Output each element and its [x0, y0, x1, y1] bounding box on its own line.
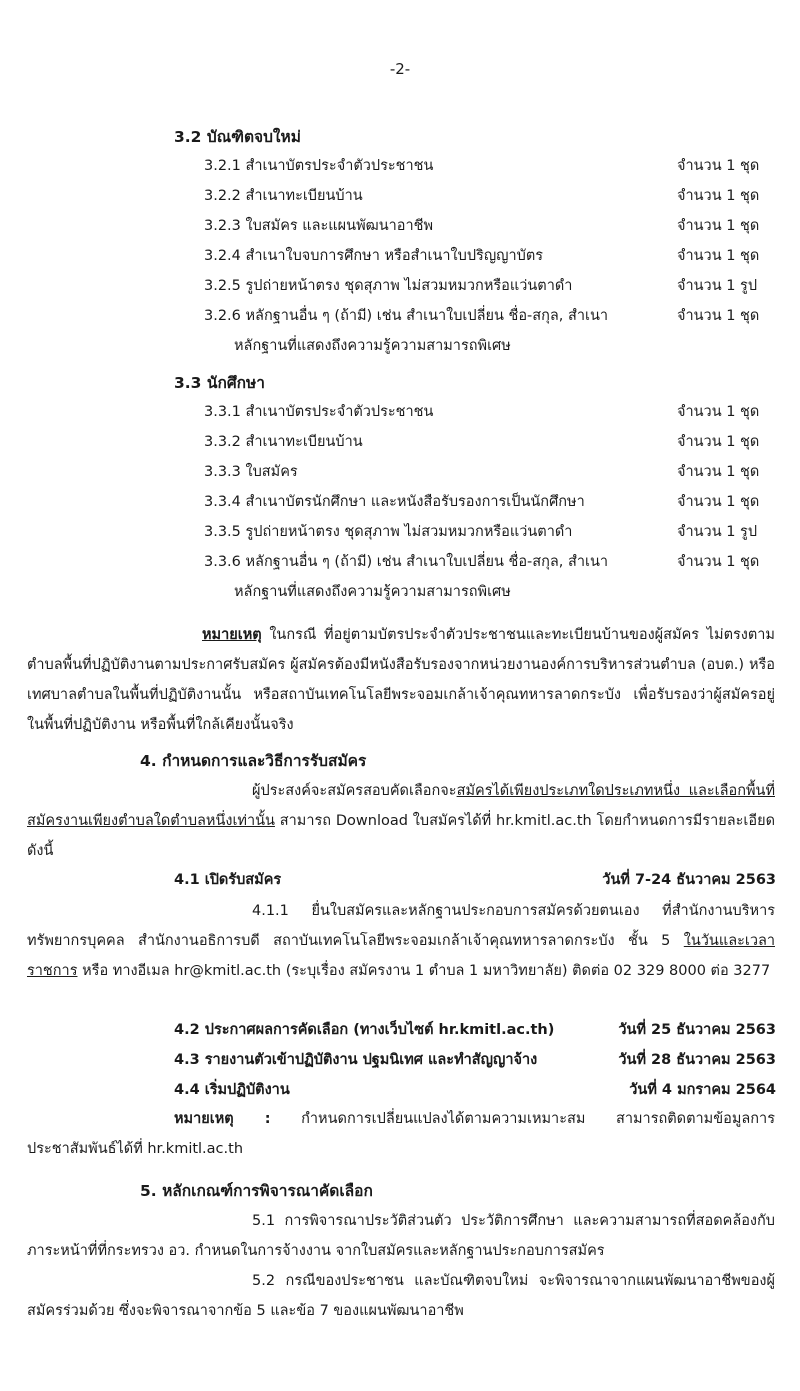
schedule-note: [27, 1104, 775, 1164]
note-paragraph: [27, 620, 775, 740]
schedule-4-2-label: 4.2 ประกาศผลการคัดเลือก (ทางเว็บไซต์ hr.kmitl.ac.th): [174, 1022, 555, 1038]
list-item-label: 3.3.5 รูปถ่ายหน้าตรง ชุดสุภาพ ไม่สวมหมวกหรือแว่นตาดำ: [204, 524, 573, 540]
list-item-label: 3.2.3 ใบสมัคร และแผนพัฒนาอาชีพ: [204, 218, 434, 234]
list-item-qty: จำนวน 1 ชุด: [677, 554, 760, 570]
note-label: หมายเหตุ: [202, 627, 262, 643]
schedule-note-label: หมายเหตุ :: [174, 1111, 271, 1127]
s4-1-1-rest: หรือ ทางอีเมล hr@kmitl.ac.th (ระบุเรื่อง สมัครงาน 1 ตำบล 1 มหาวิทยาลัย) ติดต่อ 02 329 8000 ต่อ 3277: [77, 963, 771, 979]
list-item-qty: จำนวน 1 ชุด: [677, 308, 760, 324]
page-number: -2-: [389, 60, 411, 78]
list-item-qty: จำนวน 1 ชุด: [677, 248, 760, 264]
schedule-4-1-label: 4.1 เปิดรับสมัคร: [174, 872, 282, 888]
schedule-4-1-date: วันที่ 7-24 ธันวาคม 2563: [602, 872, 776, 888]
section-4-heading: 4. กำหนดการและวิธีการรับสมัคร: [140, 752, 367, 770]
section-3-3-heading: 3.3 นักศึกษา: [174, 374, 265, 392]
list-item-qty: จำนวน 1 ชุด: [677, 494, 760, 510]
list-item-qty: จำนวน 1 รูป: [677, 524, 758, 540]
list-item-qty: จำนวน 1 ชุด: [677, 434, 760, 450]
schedule-4-4-date: วันที่ 4 มกราคม 2564: [629, 1082, 776, 1098]
list-item-label: 3.2.6 หลักฐานอื่น ๆ (ถ้ามี) เช่น สำเนาใบเปลี่ยน ชื่อ-สกุล, สำเนา: [204, 308, 608, 324]
schedule-4-1-1-paragraph: [27, 896, 775, 986]
list-item-qty: จำนวน 1 รูป: [677, 278, 758, 294]
list-item-qty: จำนวน 1 ชุด: [677, 158, 760, 174]
section-5-heading: 5. หลักเกณฑ์การพิจารณาคัดเลือก: [140, 1182, 373, 1200]
list-item-qty: จำนวน 1 ชุด: [677, 464, 760, 480]
schedule-4-2-date: วันที่ 25 ธันวาคม 2563: [618, 1022, 776, 1038]
list-item-label: 3.3.6 หลักฐานอื่น ๆ (ถ้ามี) เช่น สำเนาใบเปลี่ยน ชื่อ-สกุล, สำเนา: [204, 554, 608, 570]
note-text: ในกรณี ที่อยู่ตามบัตรประจำตัวประชาชนและทะเบียนบ้านของผู้สมัคร ไม่ตรงตามตำบลพื้นที่ปฏิบัติงานตามประกาศรับสมัคร ผู้สมัครต้องมีหนังสือรับรองจากหน่วยงานองค์การบริหารส่วนตำบล (อบต.) หรือเทศบาลตำบลในพื้นที่ปฏิบัติงานนั้น หรือสถาบันเทคโนโลยีพระจอมเกล้าเจ้าคุณทหารลาดกระบัง เพื่อรับรองว่าผู้สมัครอยู่ในพื้นที่ปฏิบัติงาน หรือพื้นที่ใกล้เคียงนั้นจริง: [27, 627, 775, 733]
schedule-4-4-label: 4.4 เริ่มปฏิบัติงาน: [174, 1082, 290, 1098]
list-item-label: 3.2.5 รูปถ่ายหน้าตรง ชุดสุภาพ ไม่สวมหมวกหรือแว่นตาดำ: [204, 278, 573, 294]
list-item-label: 3.2.2 สำเนาทะเบียนบ้าน: [204, 188, 363, 204]
section-3-2-heading: 3.2 บัณฑิตจบใหม่: [174, 128, 301, 146]
list-item-qty: จำนวน 1 ชุด: [677, 218, 760, 234]
s5-2-text: 5.2 กรณีของประชาชน และบัณฑิตจบใหม่ จะพิจารณาจากแผนพัฒนาอาชีพของผู้สมัครร่วมด้วย ซึ่งจะพิจารณาจากข้อ 5 และข้อ 7 ของแผนพัฒนาอาชีพ: [27, 1273, 775, 1319]
intro-underlined-text: สมัครได้เพียงประเภทใดประเภทหนึ่ง และเลือกพื้นที่สมัครงานเพียงตำบลใดตำบลหนึ่งเท่านั้น: [27, 783, 775, 829]
list-item-label: 3.3.2 สำเนาทะเบียนบ้าน: [204, 434, 363, 450]
list-item-label: 3.3.1 สำเนาบัตรประจำตัวประชาชน: [204, 404, 434, 420]
s5-1-text: 5.1 การพิจารณาประวัติส่วนตัว ประวัติการศึกษา และความสามารถที่สอดคล้องกับภาระหน้าที่ที่กระทรวง อว. กำหนดในการจ้างงาน จากใบสมัครและหลักฐานประกอบการสมัคร: [27, 1213, 775, 1259]
schedule-4-3-label: 4.3 รายงานตัวเข้าปฏิบัติงาน ปฐมนิเทศ และทำสัญญาจ้าง: [174, 1052, 538, 1068]
intro-rest-text: สามารถ Download ใบสมัครได้ที่ hr.kmitl.ac.th โดยกำหนดการมีรายละเอียด ดังนี้: [27, 813, 775, 859]
list-item-continuation: หลักฐานที่แสดงถึงความรู้ความสามารถพิเศษ: [234, 584, 511, 600]
s4-1-1-underlined: ในวันและเวลาราชการ: [27, 933, 775, 979]
list-item-label: 3.3.3 ใบสมัคร: [204, 464, 298, 480]
section-5-1-paragraph: [27, 1206, 775, 1266]
s4-1-1-text: 4.1.1 ยื่นใบสมัครและหลักฐานประกอบการสมัครด้วยตนเอง ที่สำนักงานบริหารทรัพยากรบุคคล สำนักงานอธิการบดี สถาบันเทคโนโลยีพระจอมเกล้าเจ้าคุณทหารลาดกระบัง ชั้น 5: [27, 903, 775, 949]
intro-text: ผู้ประสงค์จะสมัครสอบคัดเลือกจะ: [252, 783, 457, 799]
list-item-continuation: หลักฐานที่แสดงถึงความรู้ความสามารถพิเศษ: [234, 338, 511, 354]
list-item-label: 3.3.4 สำเนาบัตรนักศึกษา และหนังสือรับรองการเป็นนักศึกษา: [204, 494, 585, 510]
schedule-note-text: กำหนดการเปลี่ยนแปลงได้ตามความเหมาะสม สามารถติดตามข้อมูลการประชาสัมพันธ์ได้ที่ hr.kmitl.ac.th: [27, 1111, 775, 1157]
list-item-qty: จำนวน 1 ชุด: [677, 188, 760, 204]
section-4-intro: [27, 776, 775, 866]
list-item-qty: จำนวน 1 ชุด: [677, 404, 760, 420]
list-item-label: 3.2.4 สำเนาใบจบการศึกษา หรือสำเนาใบปริญญาบัตร: [204, 248, 544, 264]
section-5-2-paragraph: [27, 1266, 775, 1326]
list-item-label: 3.2.1 สำเนาบัตรประจำตัวประชาชน: [204, 158, 434, 174]
schedule-4-3-date: วันที่ 28 ธันวาคม 2563: [618, 1052, 776, 1068]
